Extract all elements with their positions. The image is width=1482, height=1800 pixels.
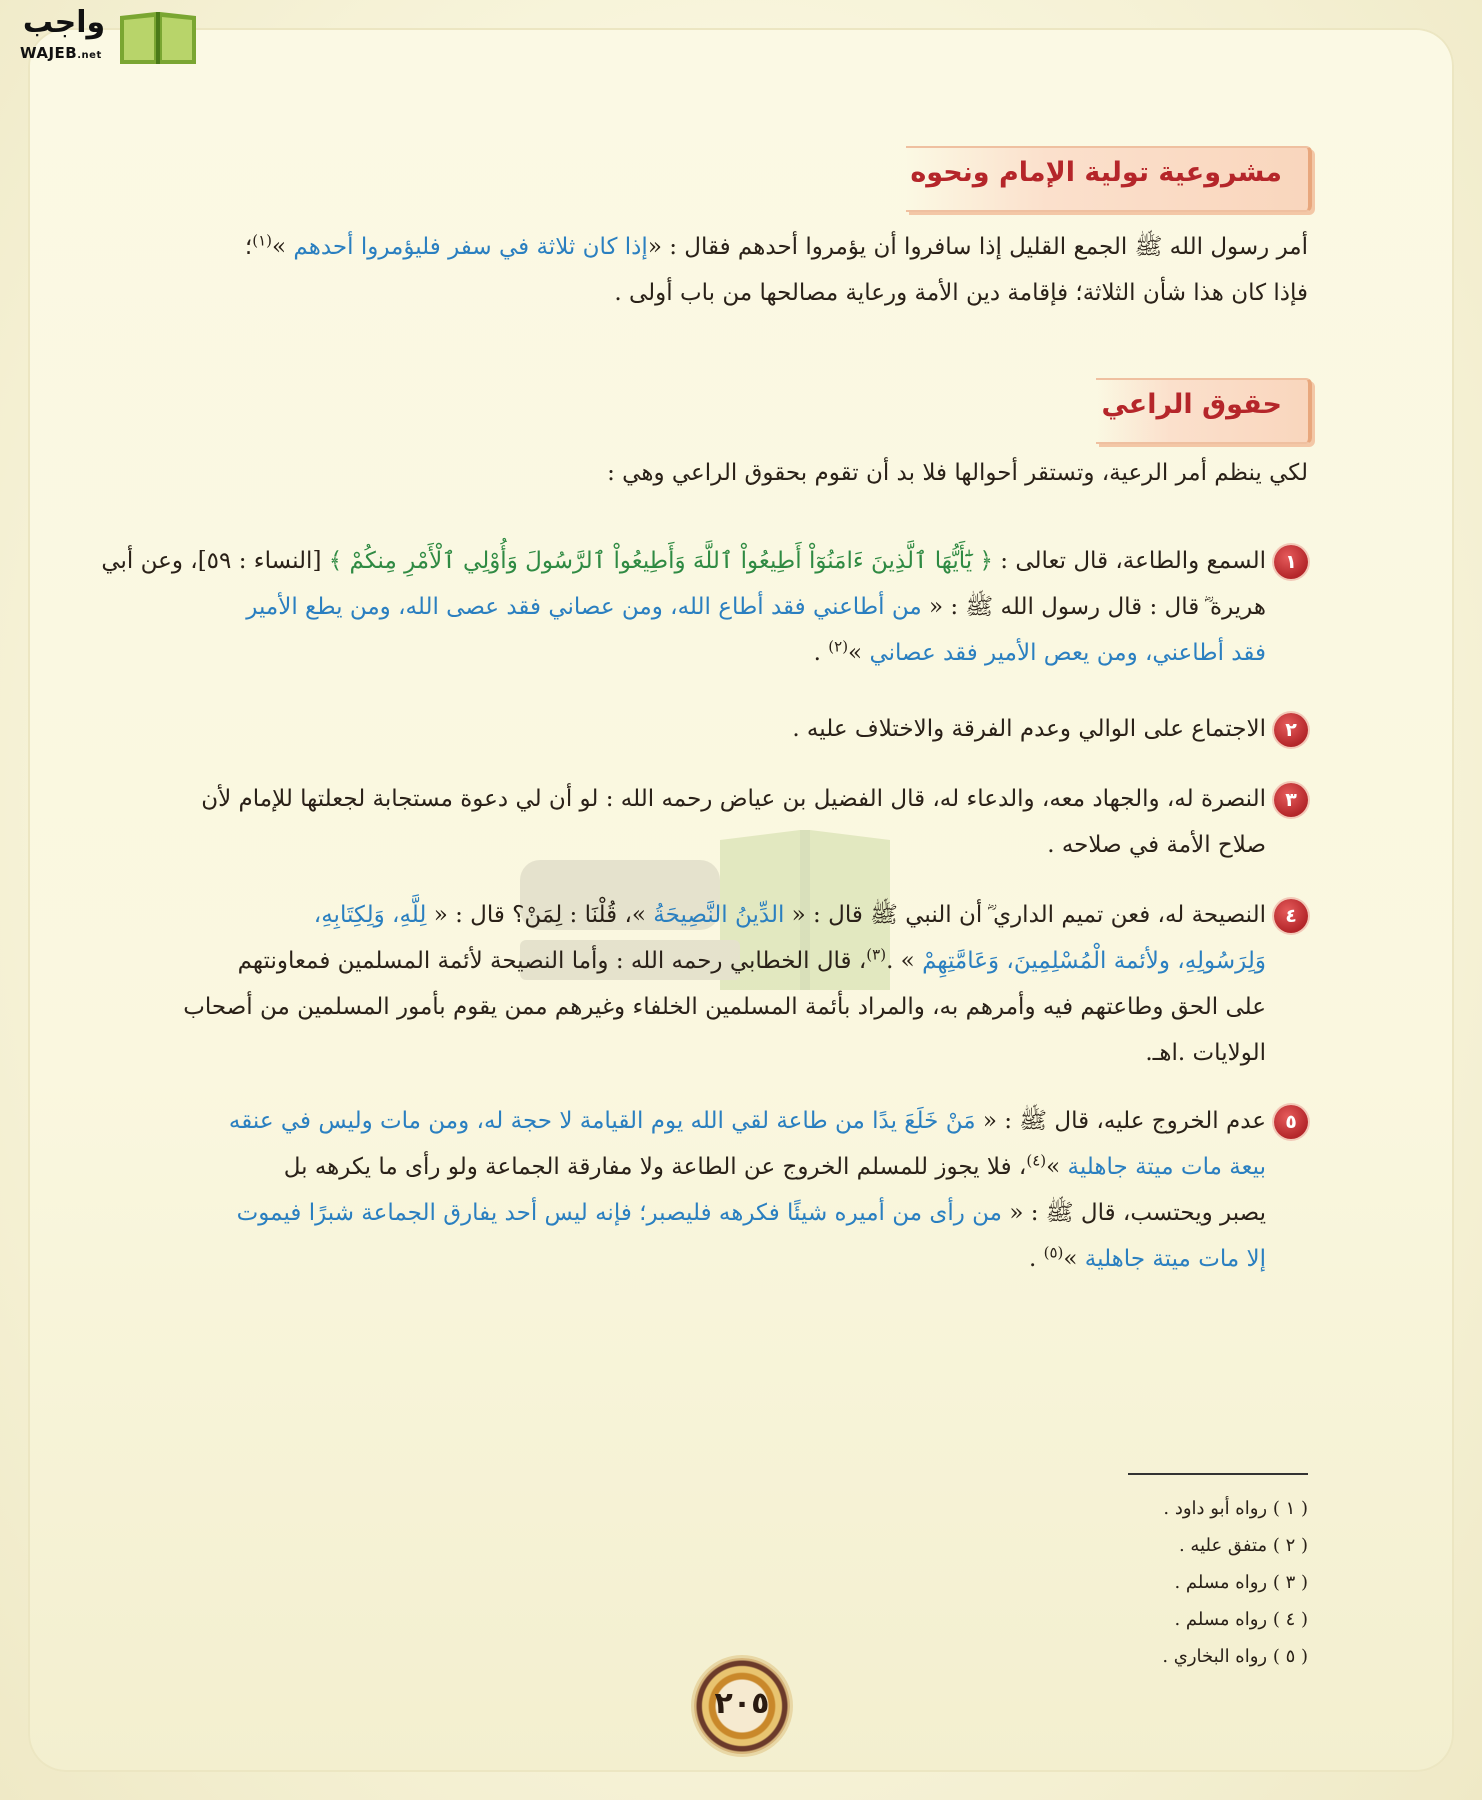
text-run: عدم الخروج عليه، قال ﷺ : « bbox=[975, 1108, 1266, 1134]
paragraph-line bbox=[101, 538, 1308, 584]
page-number: ٢٠٥ bbox=[714, 1686, 770, 1721]
hadith-quote: إلا مات ميتة جاهلية bbox=[1084, 1246, 1266, 1272]
right-item-4 bbox=[108, 892, 1308, 1076]
paragraph-line bbox=[108, 1236, 1308, 1282]
text-run: » bbox=[1046, 1154, 1068, 1180]
text-run: ، فلا يجوز للمسلم الخروج عن الطاعة ولا مفارقة الجماعة ولو رأى ما يكرهه بل bbox=[283, 1154, 1027, 1180]
paragraph-line bbox=[108, 938, 1308, 984]
right-item-3 bbox=[108, 776, 1308, 868]
item-number-badge: ٤ bbox=[1274, 899, 1308, 933]
text-run: ؛ bbox=[244, 234, 253, 260]
logo-arabic-text: واجب bbox=[22, 5, 106, 40]
footnote-ref[interactable]: (٣) bbox=[866, 945, 887, 964]
section-title: مشروعية تولية الإمام ونحوه bbox=[910, 157, 1282, 188]
paragraph-line: على الحق وطاعتهم فيه وأمرهم به، والمراد بأئمة المسلمين الخلفاء وغيرهم ممن يقوم بأمور المسلمين من أصحاب bbox=[183, 994, 1266, 1020]
hadith-quote: وَلِرَسُولِهِ، ولأئمة الْمُسْلِمِينَ، وَعَامَّتِهِمْ bbox=[922, 948, 1266, 974]
footnote-item: ( ٥ ) رواه البخاري . bbox=[1162, 1646, 1308, 1667]
text-run: » bbox=[848, 640, 870, 666]
imam-appointment-paragraph bbox=[108, 224, 1308, 316]
paragraph-line bbox=[108, 776, 1308, 822]
hadith-quote: مَنْ خَلَعَ يدًا من طاعة لقي الله يوم القيامة لا حجة له، ومن مات وليس في عنقه bbox=[228, 1108, 976, 1134]
wajeb-logo[interactable] bbox=[12, 6, 192, 68]
footnote-divider bbox=[1128, 1473, 1308, 1475]
text-run: النصيحة له، فعن تميم الداري ؓ أن النبي ﷺ قال : « bbox=[784, 902, 1266, 928]
text-run: النصرة له، والجهاد معه، والدعاء له، قال الفضيل بن عياض رحمه الله : لو أن لي دعوة مستجابة لجعلتها للإمام لأن bbox=[201, 786, 1266, 812]
paragraph-line bbox=[108, 706, 1308, 752]
quran-verse: ﴿ يَٰٓأَيُّهَا ٱلَّذِينَ ءَامَنُوٓاْ أَطِيعُواْ ٱللَّهَ وَأَطِيعُواْ ٱلرَّسُولَ وَأُوْلِي ٱلْأَمْرِ مِنكُمْ ﴾ bbox=[328, 548, 993, 574]
text-run: [النساء : ٥٩]، وعن أبي bbox=[101, 548, 329, 574]
text-run: » bbox=[272, 234, 294, 260]
paragraph-line bbox=[108, 1098, 1308, 1144]
item-number-badge: ٥ bbox=[1274, 1105, 1308, 1139]
paragraph-line bbox=[108, 892, 1308, 938]
footnote-item: ( ٤ ) رواه مسلم . bbox=[1174, 1609, 1308, 1630]
text-run: . bbox=[1029, 1246, 1044, 1272]
paragraph-line bbox=[108, 584, 1308, 630]
ruler-rights-intro bbox=[108, 450, 1308, 496]
footnotes-list bbox=[1008, 1490, 1308, 1675]
item-number-badge: ٢ bbox=[1274, 713, 1308, 747]
logo-latin-name: WAJEB bbox=[20, 44, 78, 62]
text-run: » bbox=[1063, 1246, 1085, 1272]
footnote-ref[interactable]: (٥) bbox=[1043, 1243, 1064, 1262]
page-number-medallion bbox=[694, 1658, 790, 1754]
text-run: أمر رسول الله ﷺ الجمع القليل إذا سافروا أن يؤمروا أحدهم فقال : « bbox=[647, 234, 1308, 260]
item-number-badge: ١ bbox=[1274, 545, 1308, 579]
text-run: يصبر ويحتسب، قال ﷺ : « bbox=[1002, 1200, 1266, 1226]
text-run: »، قُلْنَا : لِمَنْ؟ قال : « bbox=[426, 902, 654, 928]
footnote-item: ( ٣ ) رواه مسلم . bbox=[1174, 1572, 1308, 1593]
text-run: هريرة ؓ قال : قال رسول الله ﷺ : « bbox=[921, 594, 1266, 620]
hadith-quote: لِلَّهِ، وَلِكِتَابِهِ، bbox=[313, 902, 427, 928]
hadith-quote: من أطاعني فقد أطاع الله، ومن عصاني فقد عصى الله، ومن يطع الأمير bbox=[246, 594, 922, 620]
footnote-item: ( ٢ ) متفق عليه . bbox=[1178, 1535, 1308, 1556]
text-run: ، قال الخطابي رحمه الله : وأما النصيحة لأئمة المسلمين فمعاونتهم bbox=[237, 948, 867, 974]
footnote-ref[interactable]: (٤) bbox=[1026, 1151, 1047, 1170]
paragraph-line: الولايات .اهـ. bbox=[1145, 1040, 1266, 1066]
hadith-quote: إذا كان ثلاثة في سفر فليؤمروا أحدهم bbox=[293, 234, 648, 260]
paragraph-line bbox=[108, 1144, 1308, 1190]
hadith-quote: الدِّينُ النَّصِيحَةُ bbox=[653, 902, 785, 928]
text-run: السمع والطاعة، قال تعالى : bbox=[992, 548, 1266, 574]
text-run: » . bbox=[886, 948, 923, 974]
hadith-quote: فقد أطاعني، ومن يعص الأمير فقد عصاني bbox=[869, 640, 1266, 666]
hadith-quote: من رأى من أميره شيئًا فكرهه فليصبر؛ فإنه ليس أحد يفارق الجماعة شبرًا فيموت bbox=[236, 1200, 1003, 1226]
right-item-5 bbox=[108, 1098, 1308, 1282]
right-item-1 bbox=[101, 538, 1308, 676]
paragraph-line bbox=[108, 1190, 1308, 1236]
logo-tld: .net bbox=[77, 50, 102, 61]
paragraph-line: فإذا كان هذا شأن الثلاثة؛ فإقامة دين الأمة ورعاية مصالحها من باب أولى . bbox=[614, 280, 1308, 306]
book-icon bbox=[116, 8, 200, 68]
paragraph-line bbox=[108, 224, 1308, 270]
section-header-ruler-rights bbox=[1096, 378, 1312, 444]
text-run: الاجتماع على الوالي وعدم الفرقة والاختلاف عليه . bbox=[792, 716, 1266, 742]
footnote-ref[interactable]: (٢) bbox=[828, 637, 849, 656]
paragraph-line bbox=[108, 630, 1308, 676]
section-title: حقوق الراعي bbox=[1101, 389, 1282, 420]
paragraph-line: لكي ينظم أمر الرعية، وتستقر أحوالها فلا بد أن تقوم بحقوق الراعي وهي : bbox=[607, 460, 1308, 486]
text-run: . bbox=[813, 640, 829, 666]
footnote-ref[interactable]: (١) bbox=[252, 231, 273, 250]
section-header-imam-appointment bbox=[906, 146, 1312, 212]
logo-latin-text bbox=[20, 44, 102, 62]
item-number-badge: ٣ bbox=[1274, 783, 1308, 817]
paragraph-line: صلاح الأمة في صلاحه . bbox=[1047, 832, 1266, 858]
right-item-2 bbox=[108, 706, 1308, 752]
hadith-quote: بيعة مات ميتة جاهلية bbox=[1067, 1154, 1266, 1180]
footnote-item: ( ١ ) رواه أبو داود . bbox=[1163, 1498, 1308, 1519]
